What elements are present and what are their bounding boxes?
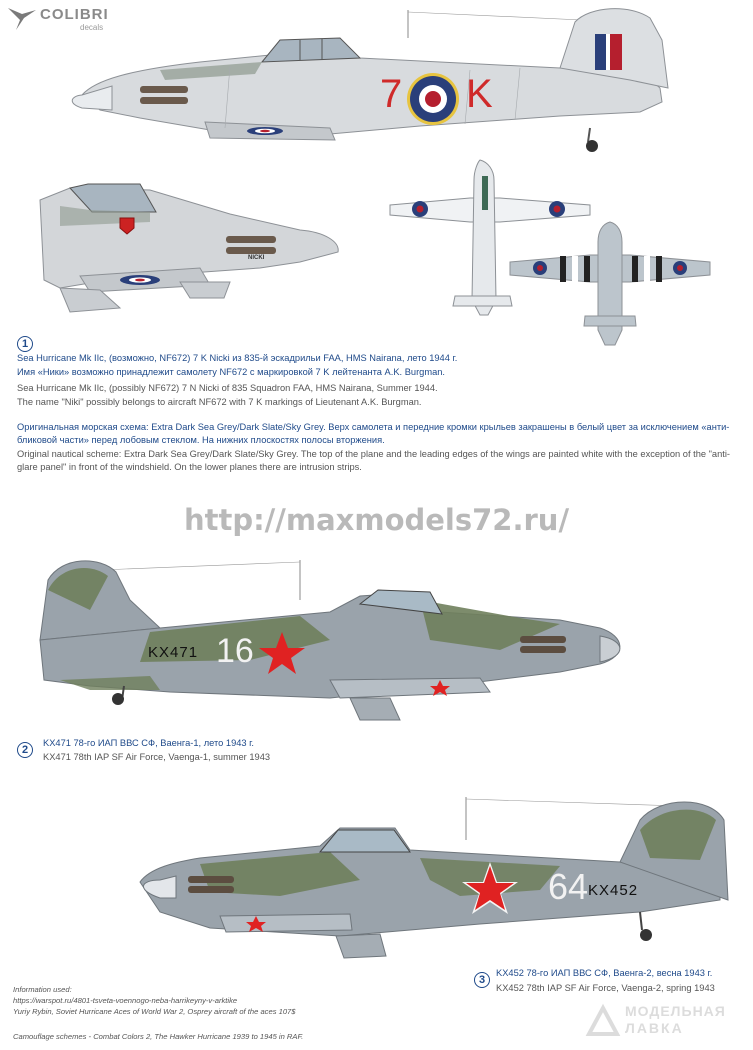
aircraft2-line-en: KX471 78th IAP SF Air Force, Vaenga-1, summer 1943 <box>43 752 271 762</box>
aircraft3-line-en: KX452 78th IAP SF Air Force, Vaenga-2, spring 1943 <box>496 983 715 993</box>
aircraft3-code: 64 <box>548 866 589 907</box>
aircraft1-code-right: K <box>466 72 493 116</box>
aircraft1-nose-name: NICKI <box>248 255 265 261</box>
aircraft1-scheme-en: Original nautical scheme: Extra Dark Sea Grey/Dark Slate/Sky Grey. The top of the plane and the leading edges of the wings are painted white with the exception of the "anti-glare panel" in front of the windshield. On the lower planes there are intrusion strips. <box>17 449 731 473</box>
aircraft2-serial: KX471 <box>148 644 199 661</box>
watermark-line-1: МОДЕЛЬНАЯ <box>625 1003 726 1019</box>
aircraft1-scheme-ru: Оригинальная морская схема: Extra Dark Sea Grey/Dark Slate/Sky Grey. Верх самолета и передние кромки крыльев закрашены в белый цвет за исключением «анти-бликовой части» перед лобовым стеклом. На нижних плоскостях полосы вторжения. <box>17 422 730 446</box>
aircraft1-line-en-2: The name "Niki" possibly belongs to aircraft NF672 with 7 K markings of Lieutenant A.K. Burgman. <box>17 397 422 407</box>
watermark-line-2: ЛАВКА <box>625 1020 684 1036</box>
logo-brand: COLIBRI <box>40 6 109 23</box>
aircraft1-number-badge: 1 <box>17 336 33 352</box>
aircraft1-code-left: 7 <box>380 72 403 116</box>
aircraft2-code: 16 <box>216 632 254 670</box>
logo-sub: decals <box>80 23 104 32</box>
shop-watermark <box>585 1000 745 1044</box>
aircraft3-serial: KX452 <box>588 882 639 899</box>
aircraft1-line-en-1: Sea Hurricane Mk IIc, (possibly NF672) 7 N Nicki of 835 Squadron FAA, HMS Nairana, Summer 1944. <box>17 383 438 393</box>
aircraft1-line-ru-1: Sea Hurricane Mk IIc, (возможно, NF672) 7 K Nicki из 835-й эскадрильи FAA, HMS Nairana, лето 1944 г. <box>17 353 458 363</box>
aircraft2-line-ru: KX471 78-го ИАП ВВС СФ, Ваенга-1, лето 1943 г. <box>43 738 255 748</box>
aircraft3-number-badge: 3 <box>474 972 490 988</box>
aircraft1-line-ru-2: Имя «Ники» возможно принадлежит самолету NF672 с маркировкой 7 K лейтенанта A.K. Burgman. <box>17 367 446 377</box>
aircraft3-line-ru: KX452 78-го ИАП ВВС СФ, Ваенга-2, весна 1943 г. <box>496 968 713 978</box>
info-source-2: Yuriy Rybin, Soviet Hurricane Aces of World War 2, Osprey aircraft of the aces 107$ <box>13 1007 296 1016</box>
info-source-3: Camouflage schemes - Combat Colors 2, The Hawker Hurricane 1939 to 1945 in RAF. <box>13 1032 304 1041</box>
watermark-logo-icon <box>585 1004 621 1040</box>
site-url: http://maxmodels72.ru/ <box>183 503 570 537</box>
info-heading: Information used: <box>13 985 72 994</box>
aircraft2-number-badge: 2 <box>17 742 33 758</box>
info-source-1: https://warspot.ru/4801-tsveta-voennogo-neba-harrikeyny-v-arktike <box>13 996 238 1005</box>
